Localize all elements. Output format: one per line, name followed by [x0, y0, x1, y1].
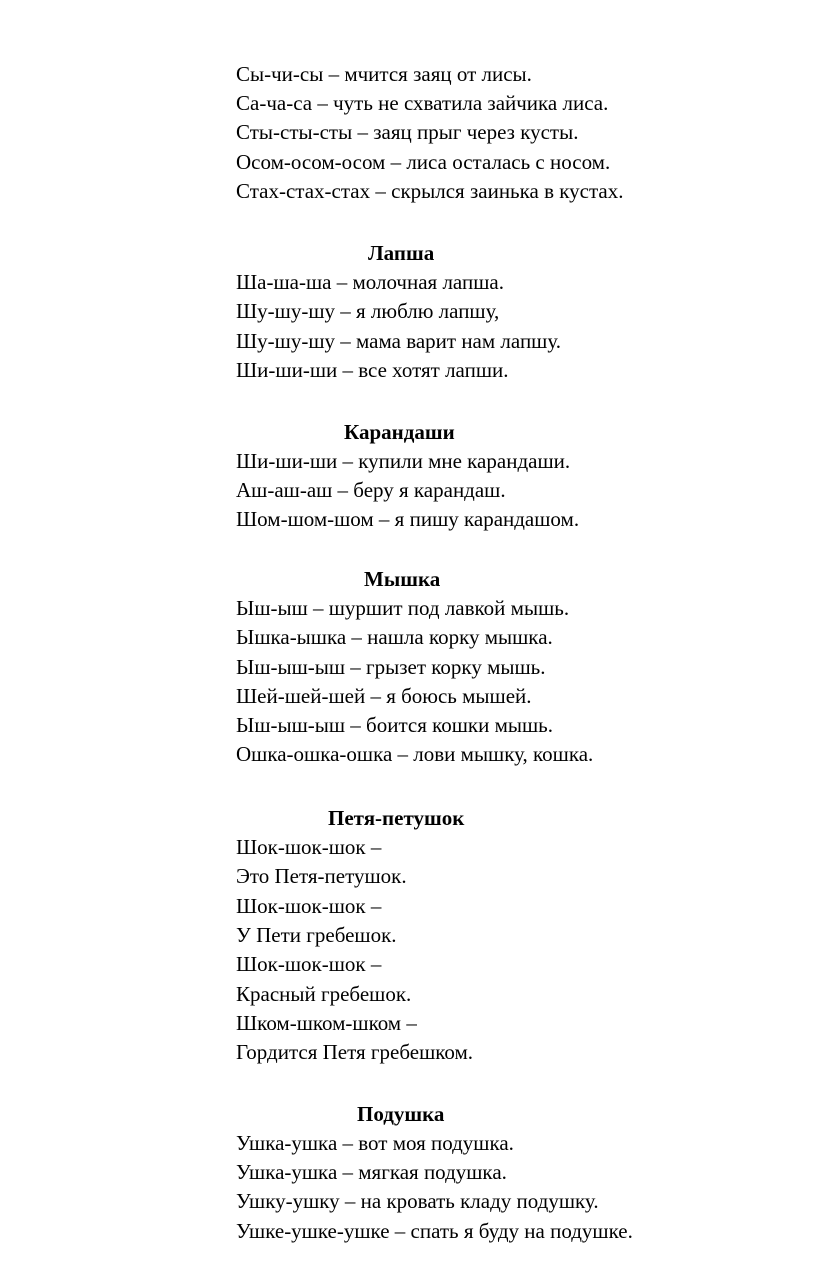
poem-line: Аш-аш-аш – беру я карандаш. [236, 478, 506, 502]
poem-line: Шком-шком-шком – [236, 1011, 417, 1035]
poem-line: Шей-шей-шей – я боюсь мышей. [236, 684, 532, 708]
intro-line: Сы-чи-сы – мчится заяц от лисы. [236, 62, 532, 86]
poem-title: Карандаши [344, 420, 455, 444]
poem-line: Шок-шок-шок – [236, 894, 382, 918]
intro-line: Сты-сты-сты – заяц прыг через кусты. [236, 120, 579, 144]
poem-line: У Пети гребешок. [236, 923, 397, 947]
poem-line: Ышка-ышка – нашла корку мышка. [236, 625, 553, 649]
poem-line: Шок-шок-шок – [236, 835, 382, 859]
poem-line: Ушка-ушка – вот моя подушка. [236, 1131, 514, 1155]
intro-line: Осом-осом-осом – лиса осталась с носом. [236, 150, 611, 174]
poem-line: Шом-шом-шом – я пишу карандашом. [236, 507, 580, 531]
poem-line: Шу-шу-шу – мама варит нам лапшу. [236, 329, 561, 353]
poem-line: Ушку-ушку – на кровать кладу подушку. [236, 1189, 599, 1213]
poem-title: Лапша [368, 241, 435, 265]
poem-line: Шок-шок-шок – [236, 952, 382, 976]
poem-line: Ыш-ыш-ыш – боится кошки мышь. [236, 713, 554, 737]
poem-title: Мышка [364, 567, 441, 591]
poem-line: Это Петя-петушок. [236, 864, 407, 888]
poem-line: Ыш-ыш-ыш – грызет корку мышь. [236, 655, 546, 679]
intro-line: Са-ча-са – чуть не схватила зайчика лиса. [236, 91, 609, 115]
poem-line: Ша-ша-ша – молочная лапша. [236, 270, 504, 294]
poem-title: Петя-петушок [328, 806, 465, 830]
poem-line: Ши-ши-ши – купили мне карандаши. [236, 449, 571, 473]
poem-title: Подушка [357, 1102, 445, 1126]
poem-line: Ыш-ыш – шуршит под лавкой мышь. [236, 596, 570, 620]
poem-line: Гордится Петя гребешком. [236, 1040, 474, 1064]
poem-line: Ушке-ушке-ушке – спать я буду на подушке. [236, 1219, 633, 1243]
poem-line: Ошка-ошка-ошка – лови мышку, кошка. [236, 742, 594, 766]
poem-line: Шу-шу-шу – я люблю лапшу, [236, 299, 500, 323]
intro-line: Стах-стах-стах – скрылся заинька в кустах. [236, 179, 624, 203]
poem-line: Ши-ши-ши – все хотят лапши. [236, 358, 509, 382]
poem-line: Ушка-ушка – мягкая подушка. [236, 1160, 507, 1184]
poem-line: Красный гребешок. [236, 982, 412, 1006]
